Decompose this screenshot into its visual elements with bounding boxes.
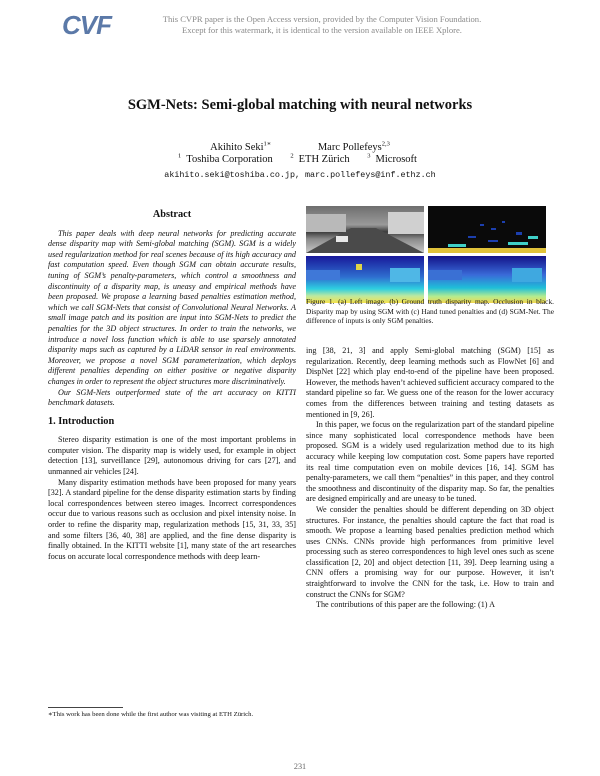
watermark-line-2: Except for this watermark, it is identical to the version available on IEEE Xplore. [182, 25, 462, 35]
page-number: 231 [293, 762, 307, 771]
figure-left-image [306, 206, 424, 253]
left-column [48, 206, 296, 562]
abstract-paragraph-1: This paper deals with deep neural networks for predicting accurate dense disparity map with Semi-global matching (SGM). SGM is a widely used regularization method for real scenes because of its high accuracy and fast computation speed. Even though SGM can obtain accurate results, tuning of SGM’s penalty-parameters, which control a smoothness and discontinuity of a disparity map, is uneasy and empirical methods have been proposed. We propose a learning based penalties estimation method, which we call SGM-Nets that consist of Convolutional Neural Networks. A small image patch and its position are input into SGM-Nets to predict the penalties for the 3D object structures. In order to train the networks, we introduce a novel loss function which is able to use sparsely annotated disparity maps such as captured by a LiDAR sensor in real environments. Moreover, we propose a novel SGM parameterization, which deploys different penalties depending on either positive or negative disparity changes in order to represent the object structures more discriminatively. [48, 228, 296, 386]
author-2: Marc Pollefeys$^{2,3}$ [317, 140, 390, 153]
watermark-banner [0, 0, 600, 46]
right-column [306, 346, 554, 611]
figure-1-caption: Figure 1. (a) Left image. (b) Ground truth disparity map. Occlusion in black. Disparity map by using SGM with (c) Hand tuned penalties and (d) SGM-Net. The difference of inputs is only SGM penalties. [306, 297, 554, 326]
affiliation-3: $^3$ Microsoft [367, 152, 417, 165]
right-paragraph-2: In this paper, we focus on the regularization part of the standard pipeline since many sophisticated local correspondence methods have been proposed. SGM is a widely used regularization method due to its high accuracy while keeping low computation cost. Some papers have reported its real time computation even on mobile devices [16, 14]. SGM has penalty-parameters, we call them “penalties” in this paper, and they control the smoothness and discontinuity of the disparity map. So far, the penalties are designed empirically and are uneasy to be tuned. [306, 420, 554, 504]
affiliation-1: $^1$ Toshiba Corporation [178, 152, 273, 165]
right-paragraph-4: The contributions of this paper are the following: (1) A [316, 600, 495, 610]
author-emails: akihito.seki@toshiba.co.jp, marc.pollefeys@inf.ethz.ch [164, 170, 436, 180]
right-paragraph-3: We consider the penalties should be different depending on 3D object structures. For instance, the penalties should capture the fact that road is smooth. We propose a learning based penalties prediction method which uses CNNs. CNNs provide high performances from primitive level processing such as stereo correspondences to high level ones such as scene classification [2, 20] and object detection [11, 39]. Deep learning using a CNN offers a promising way for our purpose. However, it isn’t straightforward to involve the CNN for the task, i.e. How to train and construct the CNNs for SGM? [306, 504, 554, 599]
affiliations [0, 154, 600, 165]
abstract-heading: Abstract [152, 209, 192, 220]
introduction-heading: 1. Introduction [48, 415, 115, 427]
abstract-body [48, 229, 296, 409]
figure-ground-truth-image [428, 206, 546, 253]
right-paragraph-1: ing [38, 21, 3] and apply Semi-global matching (SGM) [15] as regularization. Recently, deep learning methods such as FlowNet [6] and DispNet [22] which play end-to-end of the pipeline have been proposed. However, the methods haven’t achieved sufficient accuracy compared to the standard pipeline so far. We guess one of the reason for the lower accuracy comes from the differences between training and testing datasets as mentioned in [9, 26]. [306, 346, 554, 419]
paper-title: SGM-Nets: Semi-global matching with neural networks [127, 97, 473, 113]
footnote-divider [48, 707, 123, 708]
intro-paragraph-2: Many disparity estimation methods have been proposed for many years [32]. A standard pipeline for the dense disparity estimation starts by finding local correspondences between stereo images. Incorrect correspondences occur due to various reasons such as occlusion and pixel intensity noise. In order to refine the disparity map, regularization methods [15, 31, 33, 35] and some filters [36, 40, 38] are applied, and the fine dense disparity is finally obtained. In the KITTI website [1], many state of the art researches focus on accurate local correspondence methods with deep learn- [48, 477, 296, 561]
figure-hand-tuned-sgm-image [306, 256, 424, 303]
watermark-line-1: This CVPR paper is the Open Access version, provided by the Computer Vision Foundation. [162, 14, 482, 24]
abstract-paragraph-2: Our SGM-Nets outperformed state of the art accuracy on KITTI benchmark datasets. [48, 387, 296, 408]
cvf-logo: CVF [62, 10, 111, 40]
figure-1 [306, 206, 554, 304]
author-1: Akihito Seki$^{1∗}$ [210, 140, 272, 153]
intro-paragraph-1: Stereo disparity estimation is one of the most important problems in computer vision. The disparity map is widely used, for example in object detection [13], surveillance [29], autonomous driving for cars [27], and unmanned air vehicles [24]. [48, 435, 296, 477]
footnote: ∗This work has been done while the first author was visiting at ETH Zürich. [48, 711, 254, 718]
figure-sgm-net-image [428, 256, 546, 303]
author-list [0, 141, 600, 154]
affiliation-2: $^2$ ETH Zürich [290, 152, 350, 165]
watermark-text [122, 14, 522, 36]
